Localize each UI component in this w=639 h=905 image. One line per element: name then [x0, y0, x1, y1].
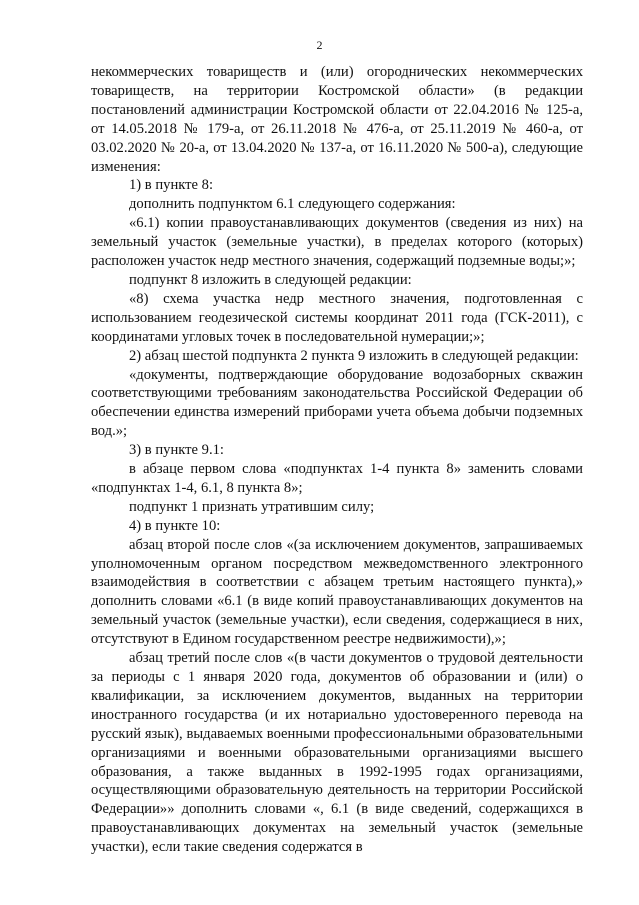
paragraph-subitem-6-1: «6.1) копии правоустанавливающих документов (сведения из них) на земельный участок (земельные участки), в пределах которого (которых) расположен участок недр местного значения, содержащий подземные воды;»;	[91, 215, 583, 270]
paragraph-add-subitem: дополнить подпунктом 6.1 следующего содержания:	[129, 196, 456, 213]
paragraph-documents-quote: «документы, подтверждающие оборудование водозаборных скважин соответствующими требованиям законодательства Российской Федерации об обеспечении единства измерений приборами учета объема добычи подземных вод.»;	[91, 366, 583, 440]
page-number: 2	[316, 38, 323, 52]
paragraph-subitem-8-intro: подпункт 8 изложить в следующей редакции:	[129, 271, 412, 288]
paragraph-item-3: 3) в пункте 9.1:	[129, 442, 224, 459]
paragraph-item-2: 2) абзац шестой подпункта 2 пункта 9 изложить в следующей редакции:	[129, 347, 579, 364]
paragraph-second-abzac: абзац второй после слов «(за исключением документов, запрашиваемых уполномоченным органом посредством межведомственного электронного взаимодействия в соответствии с абзацем третьим настоящего пункта),» дополнить словами «6.1 (в виде копий правоустанавливающих документов на земельный участок (земельные участки), если сведения, содержащиеся в них, отсутствуют в Едином государственном реестре недвижимости),»;	[91, 536, 583, 648]
paragraph-intro-continuation: некоммерческих товариществ и (или) огороднических некоммерческих товариществ, на территории Костромской области» (в редакции постановлений администрации Костромской области от 22.04.2016 № 125-а, от 14.05.2018 № 179-а, от 26.11.2018 № 476-а, от 25.11.2019 № 460-а, от 03.02.2020 № 20-а, от 13.04.2020 № 137-а, от 16.11.2020 № 500-а), следующие изменения:	[91, 64, 583, 175]
paragraph-item-4: 4) в пункте 10:	[129, 517, 221, 534]
paragraph-third-abzac: абзац третий после слов «(в части документов о трудовой деятельности за периоды с 1 января 2020 года, документов об образовании и (или) о квалификации, за исключением документов, выданных на территории иностранного государства (и их нотариально удостоверенного перевода на русский язык), выдаваемых военными профессиональными образовательными организациями и военными образовательными организациями высшего образования, а также выданных в 1992-1995 годах организациями, осуществляющими образовательную деятельность на территории Российской Федерации»» дополнить словами «, 6.1 (в виде сведений, содержащихся в правоустанавливающих документах на земельный участок (земельные участки), если такие сведения содержатся в	[91, 650, 583, 856]
paragraph-item-1: 1) в пункте 8:	[129, 177, 214, 194]
paragraph-subitem-8: «8) схема участка недр местного значения, подготовленная с использованием геодезической системы координат 2011 года (ГСК-2011), с координатами угловых точек в последовательной нумерации;»;	[91, 290, 583, 345]
document-body	[91, 63, 583, 857]
paragraph-replace-words: в абзаце первом слова «подпунктах 1-4 пункта 8» заменить словами «подпунктах 1-4, 6.1, 8 пункта 8»;	[91, 461, 583, 496]
paragraph-void-subitem: подпункт 1 признать утратившим силу;	[129, 498, 375, 515]
